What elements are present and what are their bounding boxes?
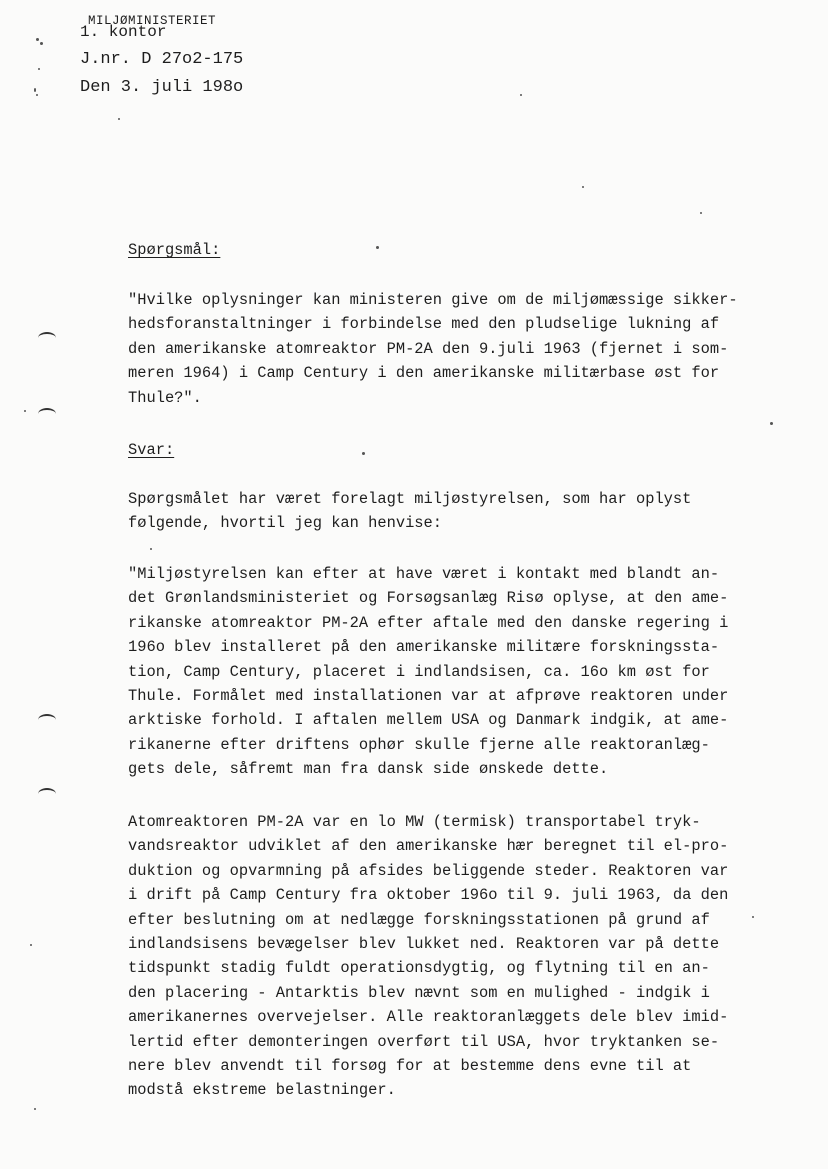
- answer-heading: Svar:: [128, 441, 175, 459]
- letterhead: [80, 14, 244, 102]
- answer-paragraph-1: "Miljøstyrelsen kan efter at have været i kontakt med blandt an- det Grønlandsministeriet og Forsøgsanlæg Risø oplyse, at den ame- rikanske atomreaktor PM-2A efter aftale med den danske regering i 196o blev installeret på den amerikanske militære forskningssta- tion, Camp Century, placeret i indlandsisen, ca. 16o km øst for Thule. Formålet med installationen var at afprøve reaktoren under arktiske forhold. I aftalen mellem USA og Danmark indgik, at ame- rikanerne efter driftens ophør skulle fjerne alle reaktoranlæg- gets dele, såfremt man fra dansk side ønskede dette.: [128, 565, 729, 779]
- office-label: 1. kontor: [80, 23, 167, 41]
- journal-number: J.nr. D 27o2-175: [80, 50, 244, 69]
- answer-intro: Spørgsmålet har været forelagt miljøstyrelsen, som har oplyst følgende, hvortil jeg kan henvise:: [128, 490, 692, 533]
- question-text: "Hvilke oplysninger kan ministeren give om de miljømæssige sikker- hedsforanstaltninger i forbindelse med den pludselige lukning af den amerikanske atomreaktor PM-2A den 9.juli 1963 (fjernet i som- meren 1964) i Camp Century i den amerikanske militærbase øst for Thule?".: [128, 291, 738, 407]
- document-date: Den 3. juli 198o: [80, 78, 244, 97]
- ministry-name: MILJØMINISTERIET: [88, 14, 217, 28]
- answer-paragraph-2: Atomreaktoren PM-2A var en lo MW (termisk) transportabel tryk- vandsreaktor udviklet af den amerikanske hær beregnet til el-pro- duktion og opvarmning på afsides beliggende steder. Reaktoren var i drift på Camp Century fra oktober 196o til 9. juli 1963, da den efter beslutning om at nedlægge forskningsstationen på grund af indlandsisens bevægelser blev lukket ned. Reaktoren var på dette tidspunkt stadig fuldt operationsdygtig, og flytning til en an- den placering - Antarktis blev nævnt som en mulighed - indgik i amerikanernes overvejelser. Alle reaktoranlæggets dele blev imid- lertid efter demonteringen overført til USA, hvor tryktanken se- nere blev anvendt til forsøg for at bestemme dens evne til at modstå ekstreme belastninger.: [128, 813, 729, 1100]
- question-heading: Spørgsmål:: [128, 241, 221, 259]
